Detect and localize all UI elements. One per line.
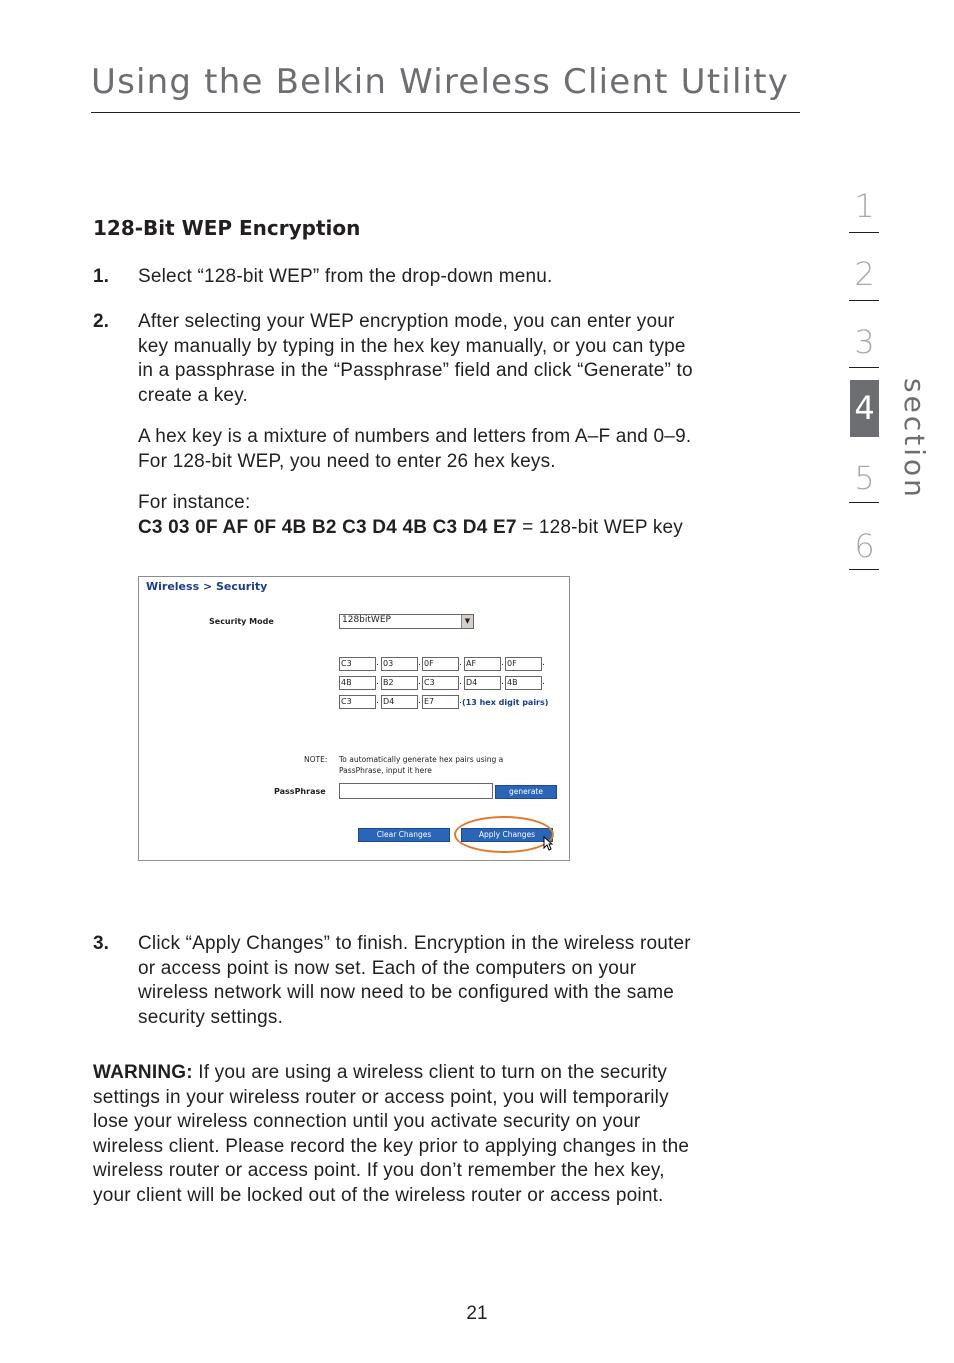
separator-dot: . — [418, 658, 421, 668]
separator-dot: . — [542, 658, 545, 668]
step-number: 2. — [93, 311, 109, 332]
hex-key-field[interactable]: E7 — [422, 695, 459, 709]
generate-button[interactable]: generate — [495, 785, 557, 799]
section-number-3: 3 — [854, 323, 875, 361]
title-divider — [91, 112, 800, 113]
note-text — [339, 755, 559, 776]
text-line: Click “Apply Changes” to finish. Encryption in the wireless router — [138, 933, 691, 954]
hex-key-field[interactable]: C3 — [422, 676, 459, 690]
example-key: C3 03 0F AF 0F 4B B2 C3 D4 4B C3 D4 E7 — [138, 516, 517, 538]
security-mode-value: 128bitWEP — [342, 615, 391, 625]
section-number-4-active: 4 — [850, 380, 879, 437]
warning-text: If you are using a wireless client to turn on the security — [192, 1062, 668, 1083]
step-2-text — [138, 310, 803, 408]
separator-dot: . — [418, 677, 421, 687]
step-number: 1. — [93, 266, 109, 287]
note-line: To automatically generate hex pairs using a — [339, 755, 504, 764]
text-line: For 128-bit WEP, you need to enter 26 hex keys. — [138, 450, 556, 472]
separator-dot: . — [459, 677, 462, 687]
section-number-5: 5 — [854, 459, 875, 497]
example-suffix: = 128-bit WEP key — [516, 516, 684, 538]
page-title: Using the Belkin Wireless Client Utility — [91, 62, 790, 102]
text-line: key manually by typing in the hex key manually, or you can type — [138, 335, 686, 357]
hex-key-field[interactable]: 0F — [422, 657, 459, 671]
hex-key-field[interactable]: AF — [464, 657, 501, 671]
hex-key-explanation — [138, 425, 803, 474]
separator-dot: . — [501, 658, 504, 668]
section-divider — [849, 367, 879, 368]
chevron-down-icon: ▼ — [461, 615, 473, 628]
text-line: A hex key is a mixture of numbers and letters from A–F and 0–9. — [138, 426, 692, 447]
separator-dot: . — [376, 696, 379, 706]
breadcrumb: Wireless > Security — [146, 580, 268, 593]
section-number-2: 2 — [854, 255, 875, 293]
hex-key-field[interactable]: 4B — [339, 676, 376, 690]
cursor-icon — [543, 836, 553, 851]
text-line: wireless router or access point. If you don’t remember the hex key, — [93, 1160, 665, 1181]
section-heading: 128-Bit WEP Encryption — [93, 216, 361, 240]
text-line: or access point is now set. Each of the computers on your — [138, 957, 637, 979]
separator-dot: . — [459, 658, 462, 668]
section-label-text: section — [898, 378, 931, 500]
section-divider — [849, 502, 879, 503]
text-line: wireless client. Please record the key prior to applying changes in the — [93, 1135, 690, 1157]
text-line: settings in your wireless router or access point, you will temporarily — [93, 1086, 669, 1108]
passphrase-label: PassPhrase — [274, 787, 326, 796]
separator-dot: . — [501, 677, 504, 687]
hex-key-field[interactable]: C3 — [339, 695, 376, 709]
security-mode-label: Security Mode — [209, 617, 274, 626]
hex-key-field[interactable]: D4 — [464, 676, 501, 690]
section-number-6: 6 — [854, 527, 875, 565]
passphrase-input[interactable] — [339, 783, 493, 799]
section-divider — [849, 232, 879, 233]
step-1-text: Select “128-bit WEP” from the drop-down menu. — [138, 266, 553, 287]
example-label: For instance: — [138, 492, 251, 513]
separator-dot: . — [376, 658, 379, 668]
text-line: security settings. — [138, 1006, 284, 1028]
note-label: NOTE: — [304, 755, 328, 764]
separator-dot: . — [418, 696, 421, 706]
text-line: in a passphrase in the “Passphrase” field and click “Generate” to — [138, 360, 693, 381]
section-label — [898, 378, 931, 500]
clear-changes-button[interactable]: Clear Changes — [358, 828, 450, 842]
hex-key-field[interactable]: D4 — [381, 695, 418, 709]
step-number: 3. — [93, 933, 109, 954]
hex-key-field[interactable]: 4B — [505, 676, 542, 690]
hex-key-field[interactable]: C3 — [339, 657, 376, 671]
router-security-screenshot — [138, 576, 570, 861]
text-line — [93, 1061, 803, 1086]
text-line: create a key. — [138, 384, 248, 406]
step-3-text — [138, 932, 803, 1030]
hex-hint: (13 hex digit pairs) — [462, 698, 549, 707]
highlight-circle — [454, 816, 554, 853]
warning-block — [93, 1061, 803, 1208]
separator-dot: . — [542, 677, 545, 687]
text-line: After selecting your WEP encryption mode, you can enter your — [138, 311, 675, 332]
note-line: PassPhrase, input it here — [339, 765, 432, 775]
text-line: wireless network will now need to be configured with the same — [138, 982, 675, 1003]
example-line — [138, 516, 803, 541]
section-number-1: 1 — [854, 187, 875, 225]
separator-dot: . — [376, 677, 379, 687]
security-mode-select[interactable] — [339, 614, 474, 629]
hex-key-field[interactable]: 03 — [381, 657, 418, 671]
separator-dot: . — [459, 696, 462, 706]
section-divider — [849, 300, 879, 301]
text-line: lose your wireless connection until you activate security on your — [93, 1111, 641, 1132]
text-line: your client will be locked out of the wireless router or access point. — [93, 1184, 664, 1206]
apply-changes-button[interactable]: Apply Changes — [461, 828, 553, 842]
warning-label: WARNING: — [93, 1062, 193, 1083]
page-number: 21 — [466, 1303, 488, 1324]
hex-key-field[interactable]: B2 — [381, 676, 418, 690]
example-block — [138, 491, 803, 540]
section-divider — [849, 569, 879, 570]
hex-key-field[interactable]: 0F — [505, 657, 542, 671]
